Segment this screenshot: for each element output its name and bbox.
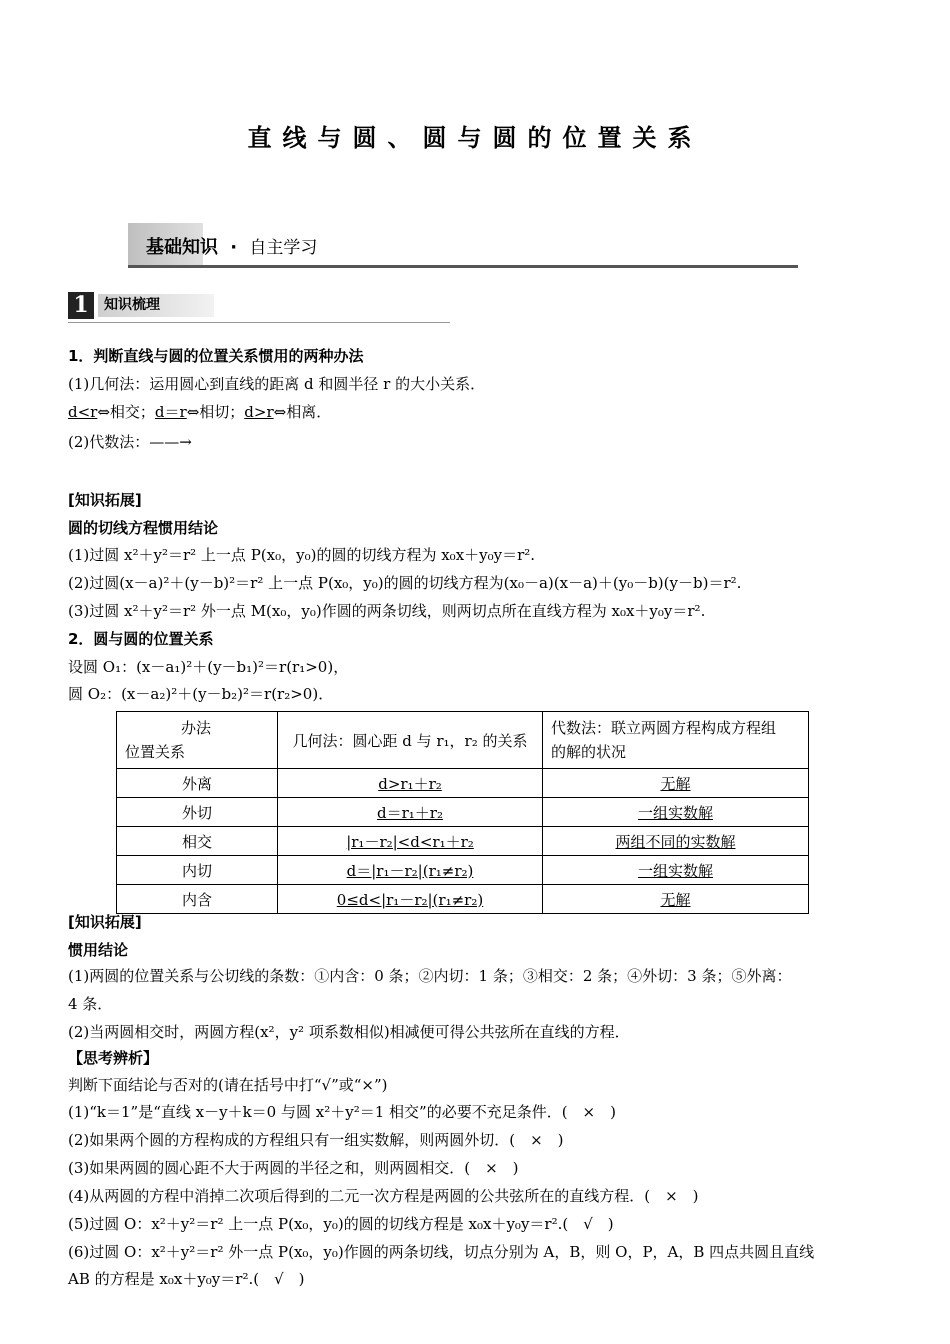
table-row bbox=[117, 856, 809, 885]
question-1: (1)“k＝1”是“直线 x－y＋k＝0 与圆 x²＋y²＝1 相交”的必要不充足条件．( × ) bbox=[68, 1103, 616, 1121]
cell-geometric: 0≤d<|r₁－r₂|(r₁≠r₂) bbox=[278, 885, 543, 914]
conclusion-1b: 4 条． bbox=[68, 995, 113, 1013]
cell-geometric: d＝|r₁－r₂|(r₁≠r₂) bbox=[278, 856, 543, 885]
conclusion-2: (2)当两圆相交时，两圆方程(x²，y² 项系数相似)相减便可得公共弦所在直线的方程． bbox=[68, 1023, 630, 1041]
question-5: (5)过圆 O：x²＋y²＝r² 上一点 P(x₀，y₀)的圆的切线方程是 x₀x＋y₀y＝r².( √ ) bbox=[68, 1215, 614, 1233]
relation-separate: d>r bbox=[244, 403, 274, 421]
cell-position: 外离 bbox=[117, 769, 278, 798]
cell-position: 相交 bbox=[117, 827, 278, 856]
question-4: (4)从两圆的方程中消掉二次项后得到的二元一次方程是两圆的公共弦所在的直线方程．( × ) bbox=[68, 1187, 699, 1205]
cell-position: 内含 bbox=[117, 885, 278, 914]
cell-algebraic: 无解 bbox=[543, 885, 809, 914]
relation-tangent-label: ⇔相切； bbox=[186, 403, 245, 421]
section-number: 1 bbox=[68, 292, 94, 319]
table-row bbox=[117, 885, 809, 914]
extension-tag-1: [知识拓展] bbox=[68, 491, 142, 509]
relation-intersect: d<r bbox=[68, 403, 98, 421]
header-algebraic bbox=[543, 712, 809, 769]
circle-o1-def: 设圆 O₁：(x－a₁)²＋(y－b₁)²＝r(r₁>0)， bbox=[68, 658, 349, 676]
table-row bbox=[117, 827, 809, 856]
tangent-conclusion-1: (1)过圆 x²＋y²＝r² 上一点 P(x₀，y₀)的圆的切线方程为 x₀x＋y₀y＝r². bbox=[68, 546, 536, 564]
relation-tangent: d＝r bbox=[154, 403, 187, 421]
relation-separate-label: ⇔相离． bbox=[273, 403, 332, 421]
question-6b: AB 的方程是 x₀x＋y₀y＝r².( √ ) bbox=[68, 1270, 305, 1288]
algebraic-method: (2)代数法：——→ bbox=[68, 433, 192, 451]
question-2: (2)如果两个圆的方程构成的方程组只有一组实数解，则两圆外切．( × ) bbox=[68, 1131, 564, 1149]
tangent-conclusion-3: (3)过圆 x²＋y²＝r² 外一点 M(x₀，y₀)作圆的两条切线，则两切点所在直线方程为 x₀x＋y₀y＝r². bbox=[68, 602, 706, 620]
heading-circle-circle: 2．圆与圆的位置关系 bbox=[68, 630, 214, 648]
header-algebraic-line1: 代数法：联立两圆方程构成方程组 bbox=[551, 719, 777, 737]
question-3: (3)如果两圆的圆心距不大于两圆的半径之和，则两圆相交．( × ) bbox=[68, 1159, 519, 1177]
extension-tag-2: [知识拓展] bbox=[68, 913, 142, 931]
cell-position: 外切 bbox=[117, 798, 278, 827]
section-header bbox=[68, 292, 450, 323]
circle-relations-table bbox=[116, 711, 809, 914]
question-6a: (6)过圆 O：x²＋y²＝r² 外一点 P(x₀，y₀)作圆的两条切线，切点分别为 A，B，则 O，P，A，B 四点共圆且直线 bbox=[68, 1243, 815, 1261]
cell-algebraic: 无解 bbox=[543, 769, 809, 798]
table-row bbox=[117, 798, 809, 827]
banner-sub: 自主学习 bbox=[249, 238, 318, 258]
header-position: 位置关系 bbox=[125, 743, 186, 761]
relation-intersect-label: ⇔相交； bbox=[97, 403, 155, 421]
heading-line-circle-methods: 1．判断直线与圆的位置关系惯用的两种办法 bbox=[68, 347, 364, 365]
cell-geometric: d＝r₁＋r₂ bbox=[278, 798, 543, 827]
section-banner bbox=[128, 223, 798, 268]
table-row bbox=[117, 769, 809, 798]
header-geometric: 几何法：圆心距 d 与 r₁，r₂ 的关系 bbox=[278, 712, 543, 769]
cell-algebraic: 一组实数解 bbox=[543, 856, 809, 885]
distance-relations bbox=[68, 402, 331, 422]
header-corner bbox=[117, 712, 278, 769]
cell-position: 内切 bbox=[117, 856, 278, 885]
tangent-conclusion-2: (2)过圆(x－a)²＋(y－b)²＝r² 上一点 P(x₀，y₀)的圆的切线方程为(x₀－a)(x－a)＋(y₀－b)(y－b)＝r². bbox=[68, 574, 742, 592]
tangent-conclusions-heading: 圆的切线方程惯用结论 bbox=[68, 519, 219, 537]
cell-algebraic: 两组不同的实数解 bbox=[543, 827, 809, 856]
header-algebraic-line2: 的解的状况 bbox=[551, 743, 627, 761]
think-tag: 【思考辨析】 bbox=[68, 1049, 159, 1067]
banner-main: 基础知识 bbox=[146, 237, 218, 258]
page-title: 直线与圆、圆与圆的位置关系 bbox=[247, 124, 703, 152]
banner-dot: · bbox=[230, 237, 238, 258]
cell-geometric: d>r₁＋r₂ bbox=[278, 769, 543, 798]
circle-o2-def: 圆 O₂：(x－a₂)²＋(y－b₂)²＝r(r₂>0)． bbox=[68, 685, 334, 703]
cell-algebraic: 一组实数解 bbox=[543, 798, 809, 827]
conclusion-1a: (1)两圆的位置关系与公切线的条数：①内含：0 条；②内切：1 条；③相交：2 条；④外切：3 条；⑤外离： bbox=[68, 967, 792, 985]
think-intro: 判断下面结论与否对的(请在括号中打“√”或“×”) bbox=[68, 1076, 388, 1094]
banner-text bbox=[146, 233, 317, 259]
table-header-row bbox=[117, 712, 809, 769]
geometric-method: (1)几何法：运用圆心到直线的距离 d 和圆半径 r 的大小关系． bbox=[68, 375, 486, 393]
header-method: 办法 bbox=[181, 719, 212, 737]
cell-geometric: |r₁－r₂|<d<r₁＋r₂ bbox=[278, 827, 543, 856]
common-conclusions-heading: 惯用结论 bbox=[68, 941, 129, 959]
section-label: 知识梳理 bbox=[98, 294, 214, 317]
